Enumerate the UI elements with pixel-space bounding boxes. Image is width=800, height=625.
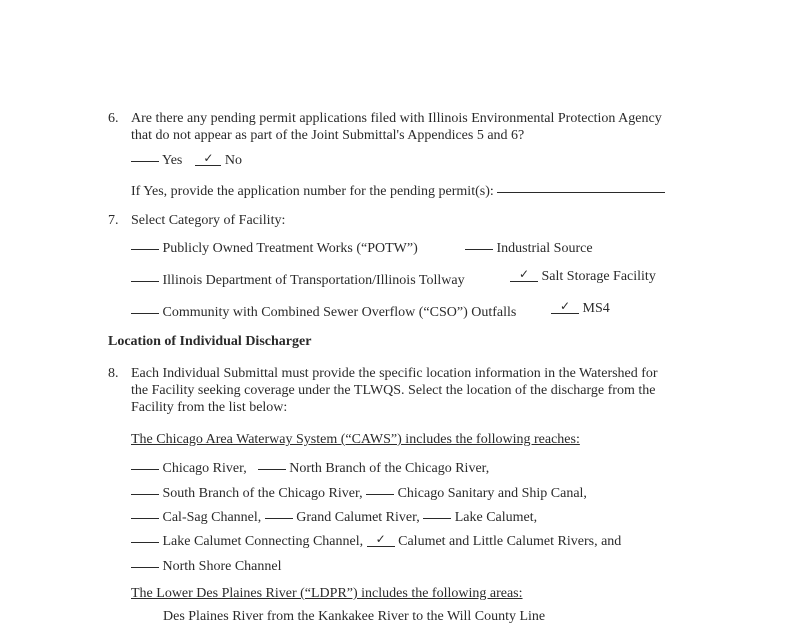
q7-cso-label: Community with Combined Sewer Overflow (“CSO”) Outfalls <box>162 305 517 320</box>
caws-grand-calumet-label: Grand Calumet River, <box>296 510 420 525</box>
q6-question-line-1: Are there any pending permit applications filed with Illinois Environmental Protection Agency <box>131 111 662 126</box>
q6-yes-blank[interactable] <box>131 147 159 162</box>
caws-cal-sag-label: Cal-Sag Channel, <box>162 510 262 525</box>
q7-industrial-label: Industrial Source <box>496 241 593 256</box>
q7-cso-blank[interactable] <box>131 299 159 314</box>
caws-heading: The Chicago Area Waterway System (“CAWS”) includes the following reaches: <box>131 432 580 447</box>
caws-chicago-river-label: Chicago River, <box>162 461 247 476</box>
q8-text-line-3: Facility from the list below: <box>131 400 288 415</box>
section-heading: Location of Individual Discharger <box>108 334 312 349</box>
q7-idot-blank[interactable] <box>131 267 159 282</box>
q7-potw-blank[interactable] <box>131 235 159 250</box>
q6-followup-row <box>131 180 665 200</box>
caws-south-branch-blank[interactable] <box>131 480 159 495</box>
caws-connecting-channel-blank[interactable] <box>131 528 159 543</box>
caws-row-4 <box>131 530 621 550</box>
ldpr-heading: The Lower Des Plaines River (“LDPR”) includes the following areas: <box>131 586 523 601</box>
caws-north-branch-label: North Branch of the Chicago River, <box>289 461 490 476</box>
caws-sanitary-canal-label: Chicago Sanitary and Ship Canal, <box>397 486 587 501</box>
q6-question-line-2: that do not appear as part of the Joint Submittal's Appendices 5 and 6? <box>131 128 525 143</box>
q7-option-cso <box>131 301 516 321</box>
caws-chicago-river-blank[interactable] <box>131 455 159 470</box>
q8-number: 8. <box>108 366 119 381</box>
ldpr-item-1-label: Des Plaines River from the Kankakee River to the Will County Line <box>163 609 546 624</box>
q6-number: 6. <box>108 111 119 126</box>
caws-row-1 <box>131 457 489 477</box>
caws-calumet-rivers-blank[interactable]: ✓ <box>367 532 395 547</box>
q8-text-line-1: Each Individual Submittal must provide the specific location information in the Watershed for <box>131 366 658 381</box>
caws-south-branch-label: South Branch of the Chicago River, <box>162 486 363 501</box>
q6-yes-label: Yes <box>161 153 183 168</box>
q7-idot-label: Illinois Department of Transportation/Illinois Tollway <box>162 273 465 288</box>
caws-north-shore-label: North Shore Channel <box>162 559 282 574</box>
q8-text-line-2: the Facility seeking coverage under the TLWQS. Select the location of the discharge from the <box>131 383 656 398</box>
q7-ms4-label: MS4 <box>582 301 610 316</box>
caws-north-branch-blank[interactable] <box>258 455 286 470</box>
q7-ms4-blank[interactable]: ✓ <box>551 299 579 314</box>
q7-salt-blank[interactable]: ✓ <box>510 267 538 282</box>
caws-calumet-rivers-label: Calumet and Little Calumet Rivers, and <box>398 534 622 549</box>
q7-option-industrial <box>465 237 593 257</box>
caws-row-5 <box>131 555 281 575</box>
q7-prompt: Select Category of Facility: <box>131 213 286 228</box>
q7-potw-label: Publicly Owned Treatment Works (“POTW”) <box>162 241 418 256</box>
pending-permit-number-field[interactable] <box>497 178 665 193</box>
caws-north-shore-blank[interactable] <box>131 553 159 568</box>
q7-option-salt <box>510 269 656 285</box>
caws-cal-sag-blank[interactable] <box>131 504 159 519</box>
q7-option-idot <box>131 269 465 289</box>
caws-connecting-channel-label: Lake Calumet Connecting Channel, <box>162 534 364 549</box>
caws-lake-calumet-label: Lake Calumet, <box>454 510 538 525</box>
caws-row-3 <box>131 506 537 526</box>
q7-number: 7. <box>108 213 119 228</box>
q6-followup-label: If Yes, provide the application number for the pending permit(s): <box>131 184 494 199</box>
q7-industrial-blank[interactable] <box>465 235 493 250</box>
q6-no-label: No <box>224 153 242 168</box>
caws-lake-calumet-blank[interactable] <box>423 504 451 519</box>
q6-no-blank[interactable]: ✓ <box>195 151 221 166</box>
caws-sanitary-canal-blank[interactable] <box>366 480 394 495</box>
q7-option-potw <box>131 237 418 257</box>
q7-salt-label: Salt Storage Facility <box>541 269 656 284</box>
caws-grand-calumet-blank[interactable] <box>265 504 293 519</box>
q7-option-ms4 <box>551 301 610 317</box>
caws-row-2 <box>131 482 587 502</box>
q6-answer-row <box>131 149 242 169</box>
